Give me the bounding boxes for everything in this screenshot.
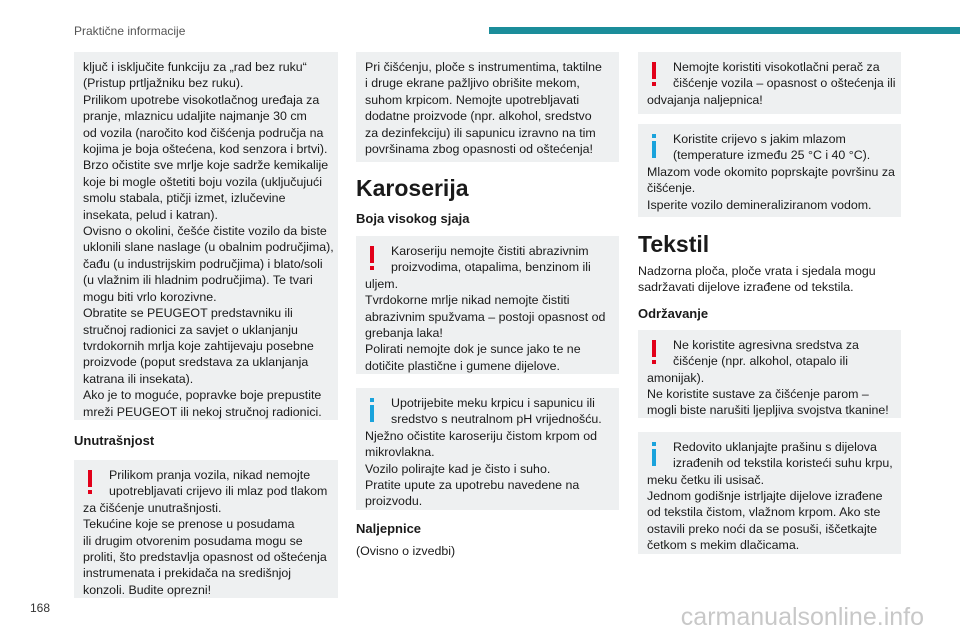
text-line: Ako je to moguće, popravke boje prepustite	[83, 388, 322, 403]
warning-paint-box	[356, 236, 619, 374]
warning-icon	[647, 61, 661, 87]
info-icon	[365, 397, 379, 423]
warning-icon	[365, 245, 379, 271]
text-line: ostavili preko noći da se posuši, iščetkajte	[647, 521, 878, 536]
warning-interior-box	[74, 460, 338, 598]
info-paint-box	[356, 388, 619, 510]
text-line: (u vlažnim ili hladnim područjima). Te tvari	[83, 273, 313, 288]
warning-pressure-box	[638, 52, 901, 114]
text-line: odvajanja naljepnica!	[647, 92, 763, 107]
text-line: za dezinfekciju) ili sapunicu izravno na tim	[365, 125, 596, 140]
text-line: amonijak).	[647, 370, 705, 385]
watermark: carmanualsonline.info	[680, 603, 924, 631]
warning-indented-lines	[647, 59, 896, 92]
box-lines	[365, 59, 610, 157]
warning-lines	[365, 276, 610, 374]
text-line: ključ i isključite funkciju za „rad bez ruku“	[83, 60, 307, 74]
text-line: tvrdokornih mrlja koje zahtijevaju posebne	[83, 338, 314, 353]
text-line: meku četku ili usisač.	[647, 472, 765, 487]
text-line: izrađenih od tekstila koristeći suhu krpu,	[673, 456, 893, 471]
text-line: Tekućine koje se prenose u posudama	[83, 517, 295, 532]
cleaning-info-box	[74, 52, 338, 420]
text-line: Isperite vozilo demineraliziranom vodom.	[647, 197, 872, 212]
text-line: Upotrijebite meku krpicu i sapunicu ili	[391, 396, 595, 410]
text-line: Ne koristite sustave za čišćenje parom –	[647, 387, 869, 402]
text-line: Brzo očistite sve mrlje koje sadrže kemikalije	[83, 158, 329, 173]
warning-indented-lines	[647, 337, 892, 370]
screen-cleaning-box	[356, 52, 619, 162]
warning-indented-lines	[365, 243, 610, 276]
text-line: i druge ekrane pažljivo obrišite mekom,	[365, 76, 580, 91]
heading-paint: Boja visokog sjaja	[356, 211, 470, 226]
text-line: od vozila (naročito kod čišćenja područja na	[83, 125, 324, 140]
text-line: Obratite se PEUGEOT predstavniku ili	[83, 306, 293, 321]
warning-lines	[647, 92, 892, 108]
text-line: suhom krpicom. Nemojte upotrebljavati	[365, 92, 580, 107]
text-line: sredstvo s neutralnom pH vrijednošću.	[391, 412, 602, 427]
text-line: za čišćenje unutrašnjosti.	[83, 500, 222, 515]
info-hose-box	[638, 124, 901, 217]
heading-maintenance: Održavanje	[638, 305, 709, 321]
text-line: grebanja laka!	[365, 326, 443, 341]
text-line: insekata, pelud i katran).	[83, 207, 218, 222]
text-line: četkom s mekim dlačicama.	[647, 538, 800, 553]
text-line: abrazivnim spužvama – postoji opasnost od	[365, 309, 606, 324]
text-line: Ovisno o okolini, češće čistite vozilo da biste	[83, 224, 327, 239]
text-line: uljem.	[365, 276, 399, 291]
text-line: Ne koristite agresivna sredstva za	[673, 337, 859, 352]
text-line: proizvode (poput sredstava za uklanjanja	[83, 355, 309, 370]
text-line: mogli biste narušiti ljepljiva svojstva tkanine!	[647, 403, 889, 418]
warning-textile-box	[638, 330, 901, 418]
text-line: upotrebljavati crijevo ili mlaz pod tlakom	[109, 484, 328, 499]
text-line: sadržavati dijelove izrađene od tekstila.	[638, 280, 854, 295]
text-line: Pri čišćenju, ploče s instrumentima, taktilne	[365, 60, 602, 74]
heading-stickers: Naljepnice	[356, 521, 422, 536]
text-line: Koristite crijevo s jakim mlazom	[673, 132, 846, 146]
text-line: od tekstila čistom, vlažnom krpom. Ako ste	[647, 505, 881, 520]
text-line: Nadzorna ploča, ploče vrata i sjedala mogu	[638, 264, 876, 278]
info-lines	[647, 472, 892, 554]
text-line: Mlazom vode okomito poprskajte površinu za	[647, 164, 895, 179]
text-line: mreži PEUGEOT ili nekoj stručnoj radionici.	[83, 404, 322, 419]
text-line: smolu stabala, ptičji izmet, izlučevine	[83, 191, 286, 206]
box-lines	[83, 59, 334, 420]
text-line: Vozilo polirajte kad je čisto i suho.	[365, 461, 551, 476]
text-line: Prilikom upotrebe visokotlačnog uređaja za	[83, 92, 320, 107]
text-line: stručnoj radionici za savjet o uklanjanju	[83, 322, 298, 337]
text-line: kojima je boja oštećena, kod senzora i brtvi).	[83, 142, 328, 157]
info-lines	[365, 428, 610, 510]
text-line: mikrovlakna.	[365, 445, 435, 460]
stickers-text: (Ovisno o izvedbi)	[356, 544, 456, 558]
text-line: mogu biti vrlo korozivne.	[83, 289, 217, 304]
text-line: čišćenje vozila – opasnost o oštećenja ili	[673, 76, 896, 91]
text-line: proliti, što predstavlja opasnost od oštećenja	[83, 550, 327, 565]
text-line: Nježno očistite karoseriju čistom krpom od	[365, 428, 598, 443]
text-line: konzoli. Budite oprezni!	[83, 582, 212, 597]
text-line: (temperature između 25 °C i 40 °C).	[673, 148, 871, 163]
text-line: Nemojte koristiti visokotlačni perač za	[673, 60, 880, 74]
text-line: Tvrdokorne mrlje nikad nemojte čistiti	[365, 293, 570, 308]
page-number: 168	[30, 601, 51, 615]
info-indented-lines	[365, 395, 610, 428]
text-line: dotičite plastične i gumene dijelove.	[365, 358, 560, 373]
warning-indented-lines	[83, 467, 329, 500]
text-line: koje bi mogle oštetiti boju vozila (uključujući	[83, 174, 322, 189]
text-line: uklonili slane naslage (u obalnim područjima),	[83, 240, 334, 255]
column-2	[356, 52, 619, 559]
text-line: Redovito uklanjajte prašinu s dijelova	[673, 439, 877, 454]
info-lines	[647, 164, 895, 213]
text-line: Prilikom pranja vozila, nikad nemojte	[109, 468, 311, 482]
textile-intro	[638, 263, 901, 296]
text-line: površinama zbog opasnosti od oštećenja!	[365, 142, 593, 157]
header-accent-bar	[489, 27, 960, 34]
text-line: čišćenje (npr. alkohol, otapalo ili	[673, 354, 848, 369]
header-section-title: Praktične informacije	[74, 24, 186, 38]
text-line: čišćenje.	[647, 181, 696, 196]
info-indented-lines	[647, 131, 892, 164]
info-icon	[647, 441, 661, 467]
text-line: Pratite upute za upotrebu navedene na	[365, 478, 580, 493]
text-line: ili drugim otvorenim posudama mogu se	[83, 533, 303, 548]
text-line: dodatne proizvode (npr. alkohol, sredstvo	[365, 109, 592, 124]
text-line: (Pristup prtljažniku bez ruku).	[83, 76, 244, 91]
warning-icon	[83, 469, 97, 495]
text-line: proizvodima, otapalima, benzinom ili	[391, 260, 591, 275]
warning-lines	[83, 500, 329, 598]
heading-interior: Unutrašnjost	[74, 433, 155, 448]
text-line: katrana ili insekata).	[83, 371, 194, 386]
text-line: Karoseriju nemojte čistiti abrazivnim	[391, 244, 589, 258]
text-line: proizvodu.	[365, 494, 423, 509]
text-line: instrumenata i prekidača na središnjoj	[83, 566, 291, 581]
text-line: čađu (u industrijskim područjima) i blato/soli	[83, 256, 323, 271]
info-textile-box	[638, 432, 901, 554]
text-line: Polirati nemojte dok je sunce jako te ne	[365, 342, 581, 357]
text-line: Jednom godišnje istrljajte dijelove izrađene	[647, 489, 883, 504]
info-indented-lines	[647, 439, 892, 472]
info-icon	[647, 133, 661, 159]
heading-bodywork: Karoserija	[356, 175, 469, 201]
warning-lines	[647, 370, 892, 419]
heading-textile: Tekstil	[638, 231, 710, 257]
text-line: pranje, mlaznicu udaljite najmanje 30 cm	[83, 109, 307, 124]
column-1	[74, 52, 338, 598]
warning-icon	[647, 339, 661, 365]
column-3	[638, 52, 901, 554]
